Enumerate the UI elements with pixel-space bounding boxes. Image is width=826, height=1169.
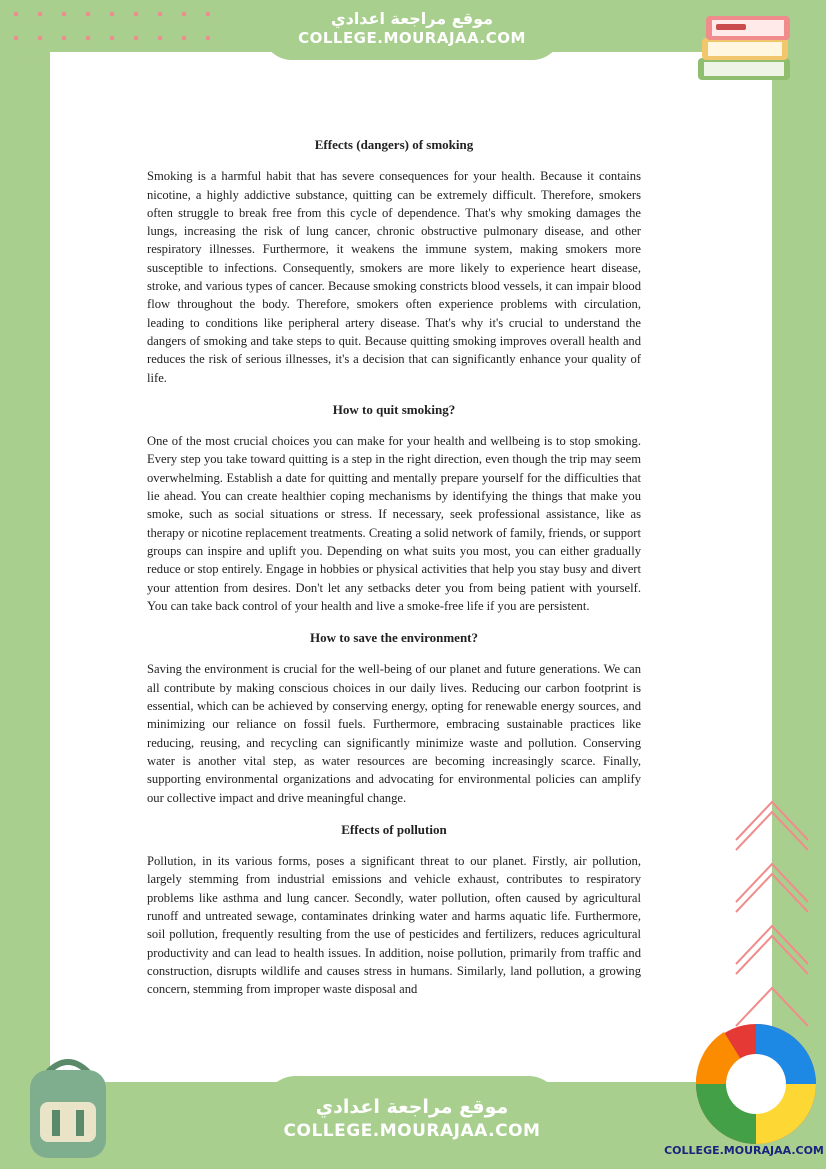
section-title: How to save the environment? bbox=[309, 630, 479, 646]
backpack-icon bbox=[18, 1052, 118, 1162]
section-title: How to quit smoking? bbox=[332, 401, 456, 417]
books-icon bbox=[690, 8, 800, 98]
header-site-url[interactable]: COLLEGE.MOURAJAA.COM bbox=[298, 29, 526, 47]
chevron-up-icon bbox=[732, 790, 812, 1030]
section-body: Saving the environment is crucial for the well-being of our planet and future generations. We can all contribute by making conscious choices in our daily lives. Reducing our carbon footprint is essential, which can be achieved by conserving energy, opting for renewable energy sources, and minimizing our reliance on fossil fuels. Furthermore, embracing sustainable practices like reducing, reusing, and recycling can significantly minimize waste and pollution. Conserving water is another vital step, as water resources are becoming increasingly scarce. Finally, supporting environmental organizations and advocating for environmental policies can amplify our collective impact and drive meaningful change. bbox=[147, 662, 641, 805]
header-badge[interactable] bbox=[262, 0, 562, 60]
document-content bbox=[147, 136, 641, 1012]
header-site-name: موقع مراجعة اعدادي bbox=[330, 9, 494, 28]
section-body: One of the most crucial choices you can make for your health and wellbeing is to stop smoking. Every step you take toward quitting is a step in the right direction, even though the trip may seem overwhelming. Establish a date for quitting and mentally prepare yourself for the difficulties that lie ahead. You can create healthier coping mechanisms by identifying the things that make you smoke, such as social situations or stress. If necessary, seek professional assistance, like as therapy or nicotine replacement treatments. Creating a solid network of family, friends, or support groups can inspire and uplift you. Depending on what suits you most, you can either gradually reduce or stop entirely. Engage in hobbies or physical activities that help you stay busy and divert your attention from desires. Don't let any setbacks deter you from being patient with yourself. You can take back control of your health and live a smoke-free life if you are persistent. bbox=[147, 434, 641, 613]
education-wheel-icon bbox=[694, 1022, 818, 1146]
section-body: Smoking is a harmful habit that has severe consequences for your health. Because it contains nicotine, a highly addictive substance, quitting can be extremely difficult. Therefore, smokers often struggle to break free from this cycle of dependence. That's why smoking damages the lungs, increasing the risk of lung cancer, chronic obstructive pulmonary disease, and other respiratory illnesses. Furthermore, it weakens the immune system, making smokers more susceptible to infections. Consequently, smokers are more likely to experience heart disease, stroke, and various types of cancer. Because smoking constricts blood vessels, it can impair blood flow throughout the body. Therefore, smokers often experience problems with circulation, leading to conditions like peripheral artery disease. That's why it's crucial to understand the dangers of smoking and take steps to quit. Because quitting smoking improves overall health and reduces the risk of serious illnesses, it's a decision that can significantly enhance your quality of life. bbox=[147, 169, 641, 385]
footer-site-url[interactable]: COLLEGE.MOURAJAA.COM bbox=[283, 1121, 541, 1141]
footer-badge[interactable] bbox=[262, 1076, 562, 1169]
decorative-dots bbox=[0, 0, 210, 60]
section-body: Pollution, in its various forms, poses a significant threat to our planet. Firstly, air pollution, largely stemming from industrial emissions and vehicle exhaust, contributes to respiratory problems like asthma and lung cancer. Secondly, water pollution, often caused by agricultural runoff and untreated sewage, contaminates drinking water and harms aquatic life. Furthermore, soil pollution, frequently resulting from the use of pesticides and fertilizers, reduces agricultural productivity and can lead to health issues. In addition, noise pollution, primarily from traffic and construction, disrupts wildlife and causes stress in humans. Similarly, land pollution, a growing concern, stemming from improper waste disposal and bbox=[147, 854, 641, 997]
section-title: Effects of pollution bbox=[341, 821, 447, 837]
section-title: Effects (dangers) of smoking bbox=[314, 137, 474, 152]
wheel-site-url[interactable]: COLLEGE.MOURAJAA.COM bbox=[664, 1144, 824, 1157]
footer-site-name: موقع مراجعة اعدادي bbox=[315, 1096, 509, 1118]
